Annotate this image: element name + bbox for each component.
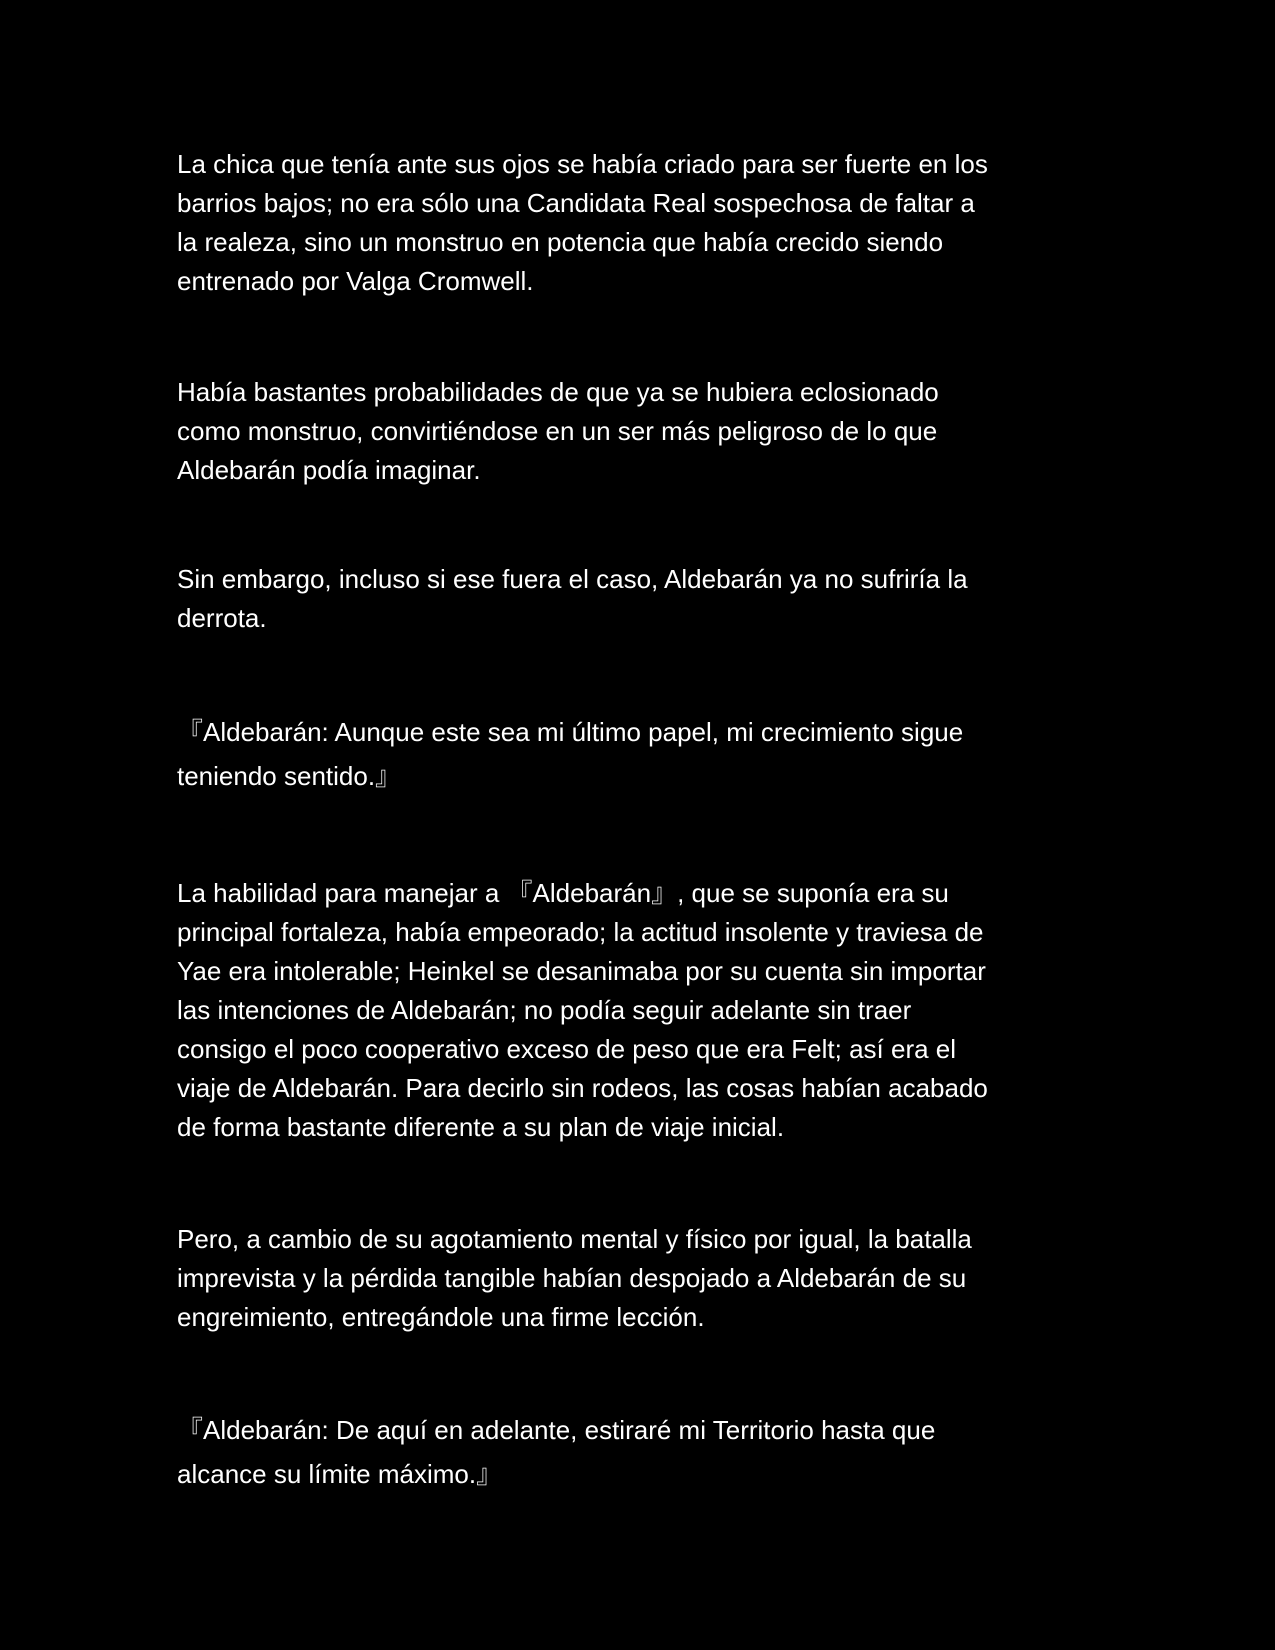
paragraph-narration: Había bastantes probabilidades de que ya se hubiera eclosionado como monstruo, convirtiéndose en un ser más peligroso de lo que Aldebarán podía imaginar. xyxy=(177,377,939,485)
paragraph-narration: Pero, a cambio de su agotamiento mental y físico por igual, la batalla imprevista y la pérdida tangible habían despojado a Aldebarán de su engreimiento, entregándole una firme lección. xyxy=(177,1224,972,1332)
paragraph-narration: Sin embargo, incluso si ese fuera el caso, Aldebarán ya no sufriría la derrota. xyxy=(177,564,968,633)
paragraph-dialogue: 『Aldebarán: De aquí en adelante, estiraré mi Territorio hasta que alcance su límite máximo.』 xyxy=(177,1415,936,1489)
paragraph-narration: La chica que tenía ante sus ojos se había criado para ser fuerte en los barrios bajos; no era sólo una Candidata Real sospechosa de faltar a la realeza, sino un monstruo en potencia que había crecido siendo entrenado por Valga Cromwell. xyxy=(177,149,988,296)
document-page xyxy=(177,0,1097,1650)
paragraph-narration: La habilidad para manejar a 『Aldebarán』, que se suponía era su principal fortaleza, había empeorado; la actitud insolente y traviesa de Yae era intolerable; Heinkel se desanimaba por su cuenta sin importar las intenciones de Aldebarán; no podía seguir adelante sin traer consigo el poco cooperativo exceso de peso que era Felt; así era el viaje de Aldebarán. Para decirlo sin rodeos, las cosas habían acabado de forma bastante diferente a su plan de viaje inicial. xyxy=(177,878,988,1142)
paragraph-dialogue: 『Aldebarán: Aunque este sea mi último papel, mi crecimiento sigue teniendo sentido.』 xyxy=(177,717,964,791)
